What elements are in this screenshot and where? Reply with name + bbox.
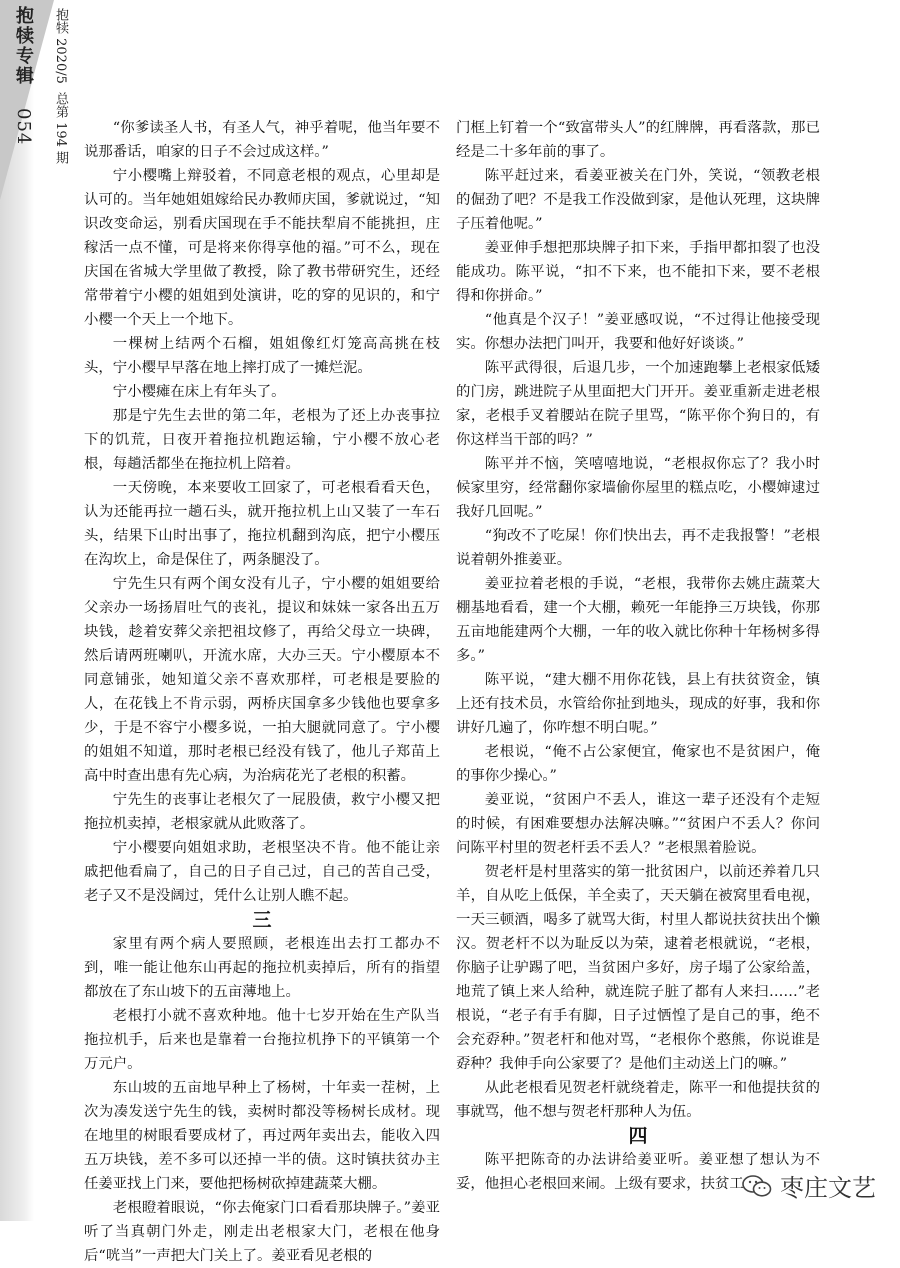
paragraph: 姜亚伸手想把那块牌子扣下来，手指甲都扣裂了也没能成功。陈平说，“扣不下来，也不能扣下来，要不老根得和你拼命。” <box>456 240 820 304</box>
paragraph: 老根打小就不喜欢种地。他十七岁开始在生产队当拖拉机手，后来也是靠着一台拖拉机挣下的平镇第一个万元户。 <box>84 1008 440 1072</box>
section-heading: 四 <box>628 1125 648 1147</box>
paragraph: 宁小樱要向姐姐求助，老根坚决不肯。他不能让亲戚把他看扁了，自己的日子自己过，自己的苦自己受，老子又不是没阔过，凭什么让别人瞧不起。 <box>84 840 440 904</box>
paragraph: 宁先生的丧事让老根欠了一屁股债，救宁小樱又把拖拉机卖掉，老根家就从此败落了。 <box>84 792 440 832</box>
issue-label: 抱犊 2020/5 <box>53 8 68 84</box>
paragraph: 陈平武得很，后退几步，一个加速跑攀上老根家低矮的门房，跳进院子从里面把大门开开。姜亚重新走进老根家，老根手叉着腰站在院子里骂，“陈平你个狗日的，有你这样当干部的吗？” <box>456 360 820 448</box>
paragraph: 宁小樱嘴上辩驳着，不同意老根的观点，心里却是认可的。当年她姐姐嫁给民办教师庆国，爹就说过，“知识改变命运，别看庆国现在手不能扶犁肩不能挑担，庄稼活一点不懂，可是将来你得享他的福。”可不么，现在庆国在省城大学里做了教授，除了教书带研究生，还经常带着宁小樱的姐姐到处演讲，吃的穿的见识的，和宁小樱一个天上一个地下。 <box>84 168 440 328</box>
paragraph: 陈平并不恼，笑嘻嘻地说，“老根叔你忘了？我小时候家里穷，经常翻你家墙偷你屋里的糕点吃，小樱婶逮过我好几回呢。” <box>456 456 820 520</box>
column-name: 抱犊专辑 <box>13 6 34 86</box>
wechat-icon <box>742 1174 772 1198</box>
paragraph: “他真是个汉子！”姜亚感叹说，“不过得让他接受现实。你想办法把门叫开，我要和他好好谈谈。” <box>456 312 820 352</box>
right-column <box>456 116 820 1196</box>
paragraph: 陈平说，“建大棚不用你花钱，县上有扶贫资金，镇上还有技术员，水管给你扯到地头，现成的好事，我和你讲好几遍了，你咋想不明白呢。” <box>456 672 820 736</box>
paragraph: 从此老根看见贺老杆就绕着走，陈平一和他提扶贫的事就骂，他不想与贺老杆那种人为伍。 <box>456 1080 820 1120</box>
paragraph: 一棵树上结两个石榴，姐姐像红灯笼高高挑在枝头，宁小樱早早落在地上摔打成了一摊烂泥。 <box>84 336 440 376</box>
total-issue-label: 总第 194 期 <box>53 92 68 165</box>
paragraph: 东山坡的五亩地早种上了杨树，十年卖一茬树，上次为凑发送宁先生的钱，卖树时都没等杨树长成材。现在地里的树眼看要成材了，再过两年卖出去，能收入四五万块钱，差不多可以还掉一半的债。这时镇扶贫办主任姜亚找上门来，要他把杨树砍掉建蔬菜大棚。 <box>84 1080 440 1192</box>
issue-info <box>52 8 68 208</box>
paragraph: 陈平赶过来，看姜亚被关在门外，笑说，“领教老根的倔劲了吧？不是我工作没做到家，是他认死理，这块牌子压着他呢。” <box>456 168 820 232</box>
paragraph: 老根说，“俺不占公家便宜，俺家也不是贫困户，俺的事你少操心。” <box>456 744 820 784</box>
paragraph: 那是宁先生去世的第二年，老根为了还上办丧事拉下的饥荒，日夜开着拖拉机跑运输，宁小樱不放心老根，每趟活都坐在拖拉机上陪着。 <box>84 408 440 472</box>
paragraph: 陈平把陈奇的办法讲给姜亚听。姜亚想了想认为不妥，他担心老根回来闹。上级有要求，扶贫工 <box>456 1152 820 1192</box>
paragraph: 姜亚说，“贫困户不丢人，谁这一辈子还没有个走短的时候，有困难要想办法解决嘛。”“贫困户不丢人？你问问陈平村里的贺老杆丢不丢人？”老根黑着脸说。 <box>456 792 820 856</box>
paragraph: “狗改不了吃屎！你们快出去，再不走我报警！”老根说着朝外推姜亚。 <box>456 528 820 568</box>
paragraph: 宁先生只有两个闺女没有儿子，宁小樱的姐姐要给父亲办一场扬眉吐气的丧礼，提议和妹妹一家各出五万块钱，趁着安葬父亲把祖坟修了，再给父母立一块碑，然后请两班喇叭，开流水席，大办三天。宁小樱原本不同意铺张，她知道父亲不喜欢那样，可老根是要脸的人，在花钱上不肯示弱，两桥庆国拿多少钱他也要拿多少，于是不容宁小樱多说，一拍大腿就同意了。宁小樱的姐姐不知道，那时老根已经没有钱了，他儿子郑苗上高中时查出患有先心病，为治病花光了老根的积蓄。 <box>84 576 440 784</box>
column-tab <box>4 6 42 176</box>
paragraph: 姜亚拉着老根的手说，“老根，我带你去姚庄蔬菜大棚基地看看，建一个大棚，赖死一年能挣三万块钱，你那五亩地能建两个大棚，一年的收入就比你种十年杨树多得多。” <box>456 576 820 664</box>
paragraph: 一天傍晚，本来要收工回家了，可老根看看天色，认为还能再拉一趟石头，就开拖拉机上山又装了一车石头，结果下山时出事了，拖拉机翻到沟底，把宁小樱压在沟坎上，命是保住了，两条腿没了。 <box>84 480 440 568</box>
paragraph: 宁小樱瘫在床上有年头了。 <box>112 384 286 400</box>
paragraph: 老根瞪着眼说，“你去俺家门口看看那块牌子。”姜亚听了当真朝门外走，刚走出老根家大门，老根在他身后“咣当”一声把大门关上了。姜亚看见老根的 <box>84 1200 440 1264</box>
section-heading: 三 <box>252 909 272 931</box>
paragraph: “你爹读圣人书，有圣人气，神乎着呢，他当年要不说那番话，咱家的日子不会过成这样。” <box>84 120 440 160</box>
watermark <box>742 1168 876 1203</box>
paragraph-continued: 门框上钉着一个“致富带头人”的红牌牌，再看落款，那已经是二十多年前的事了。 <box>456 120 820 160</box>
page-number: 054 <box>13 107 34 146</box>
left-column <box>84 116 440 1268</box>
watermark-text: 枣庄文艺 <box>780 1174 876 1202</box>
paragraph: 家里有两个病人要照顾，老根连出去打工都办不到，唯一能让他东山再起的拖拉机卖掉后，所有的指望都放在了东山坡下的五亩薄地上。 <box>84 936 440 1000</box>
paragraph: 贺老杆是村里落实的第一批贫困户，以前还养着几只羊，自从吃上低保，羊全卖了，天天躺在被窝里看电视，一天三顿酒，喝多了就骂大街，村里人都说扶贫扶出个懒汉。贺老杆不以为耻反以为荣，逮着老根就说，“老根，你脑子让驴踢了吧，当贫困户多好，房子塌了公家给盖，地荒了镇上来人给种，就连院子脏了都有人来扫……”老根说，“老子有手有脚，日子过恓惶了是自己的事，绝不会充孬种。”贺老杆和他对骂，“老根你个憨熊，你说谁是孬种？我伸手向公家要了？是他们主动送上门的嘛。” <box>456 864 820 1072</box>
